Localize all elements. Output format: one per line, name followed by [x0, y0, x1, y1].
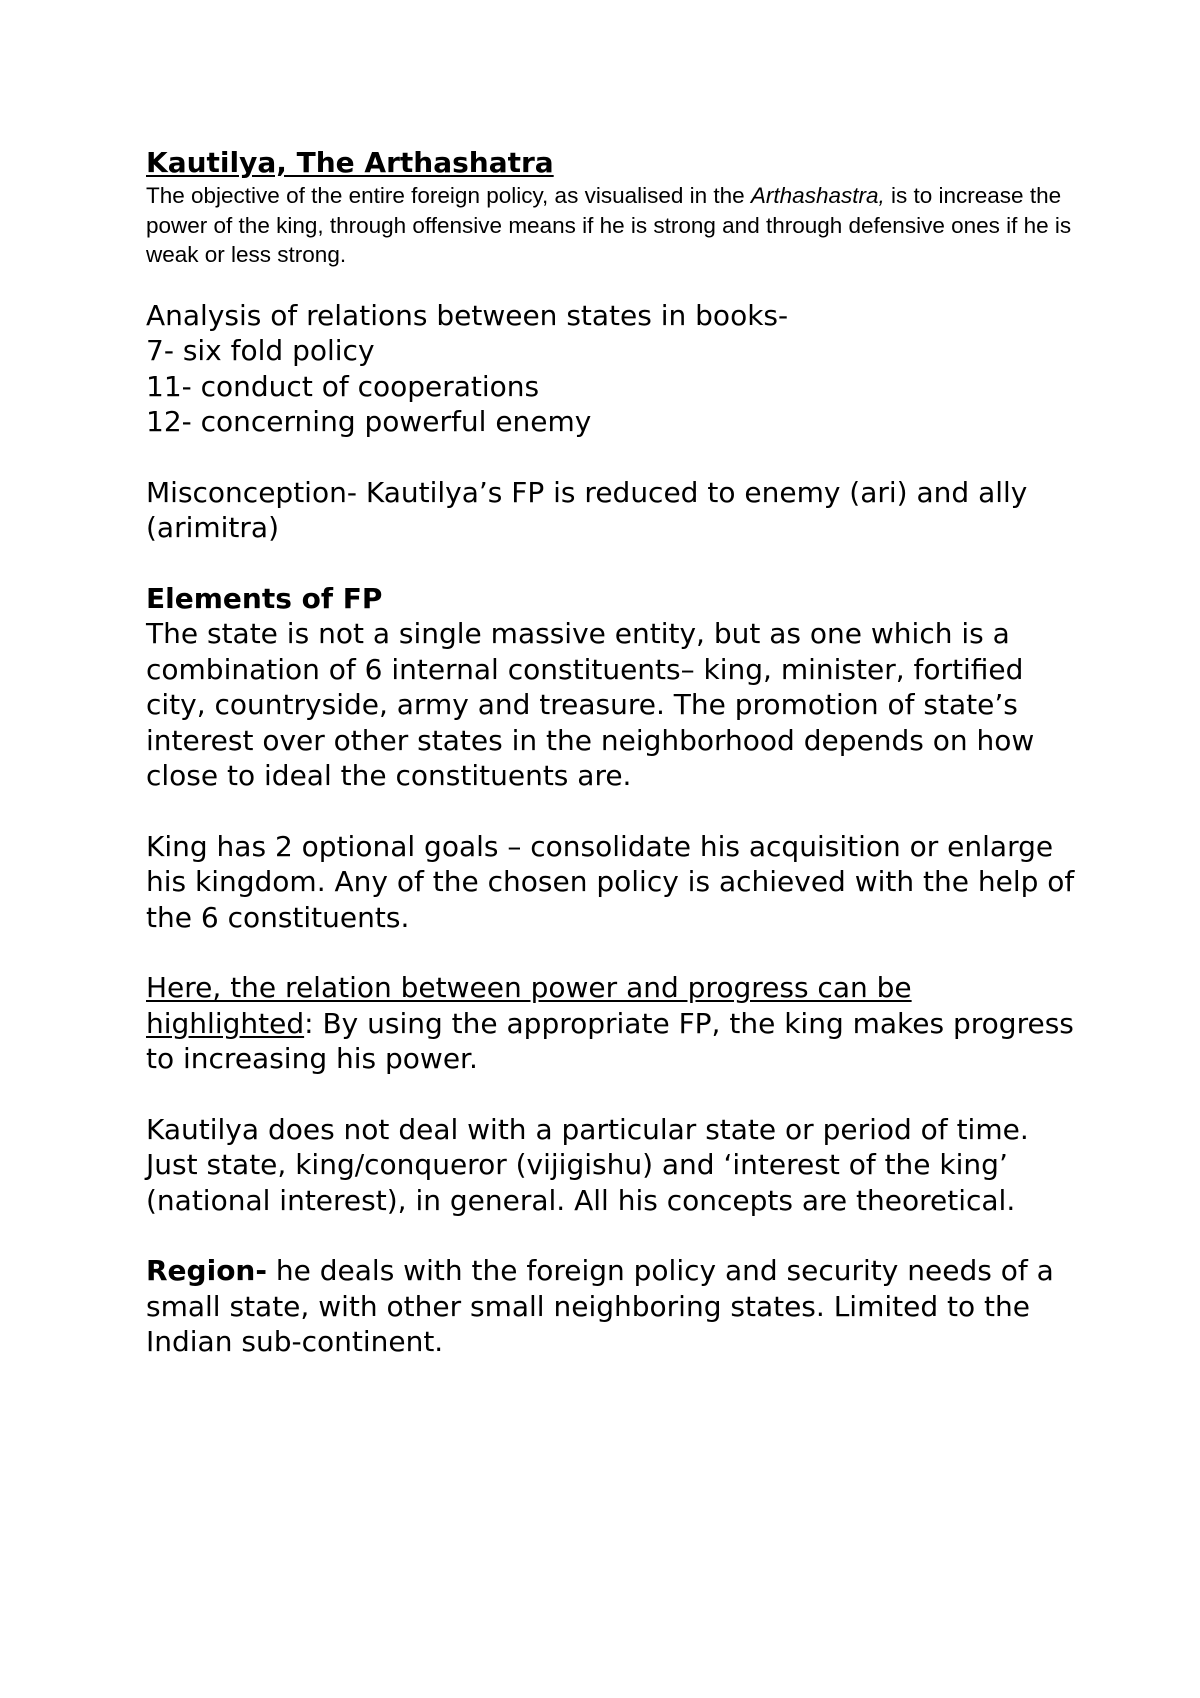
intro-text-start: The objective of the entire foreign policy, as visualised in the	[146, 183, 751, 208]
region-text: he deals with the foreign policy and security needs of a small state, with other small neighboring states. Limited to the Indian sub-continent.	[146, 1254, 1054, 1358]
elements-heading: Elements of FP	[146, 581, 383, 615]
misconception-paragraph: Misconception- Kautilya’s FP is reduced to enemy (ari) and ally (arimitra)	[146, 475, 1028, 544]
elements-paragraph: The state is not a single massive entity, but as one which is a combination of 6 internal constituents– king, minister, fortified city, countryside, army and treasure. The promotion of state’s interest over other states in the neighborhood depends on how close to ideal the constituents are.	[146, 617, 1035, 792]
document-content	[146, 146, 1086, 1360]
document-title: Kautilya, The Arthashatra	[146, 146, 554, 179]
book-item: 12- concerning powerful enemy	[146, 405, 592, 438]
region-paragraph	[146, 1253, 1086, 1360]
region-label: Region-	[146, 1254, 267, 1287]
general-paragraph: Kautilya does not deal with a particular state or period of time. Just state, king/conqueror (vijigishu) and ‘interest of the king’ (national interest), in general. All his concepts are theoretical.	[146, 1112, 1029, 1217]
relation-rest-text: : By using the appropriate FP, the king makes progress to increasing his power.	[146, 1006, 1074, 1075]
relation-paragraph	[146, 970, 1086, 1077]
elements-section	[146, 581, 1086, 794]
book-item: 7- six fold policy	[146, 334, 375, 367]
books-section	[146, 298, 1086, 440]
relation-underlined-text: Here, the relation between power and progress can be highlighted	[146, 971, 912, 1040]
intro-italic-title: Arthashastra,	[750, 183, 885, 208]
intro-paragraph	[146, 181, 1086, 270]
king-goals-paragraph: King has 2 optional goals – consolidate his acquisition or enlarge his kingdom. Any of the chosen policy is achieved with the help of the 6 constituents.	[146, 829, 1075, 934]
book-item: 11- conduct of cooperations	[146, 369, 540, 403]
intro-text-end: is to increase the power of the king, through offensive means if he is strong and through defensive ones if he is weak or less strong.	[146, 183, 1072, 267]
books-heading: Analysis of relations between states in books-	[146, 298, 789, 332]
